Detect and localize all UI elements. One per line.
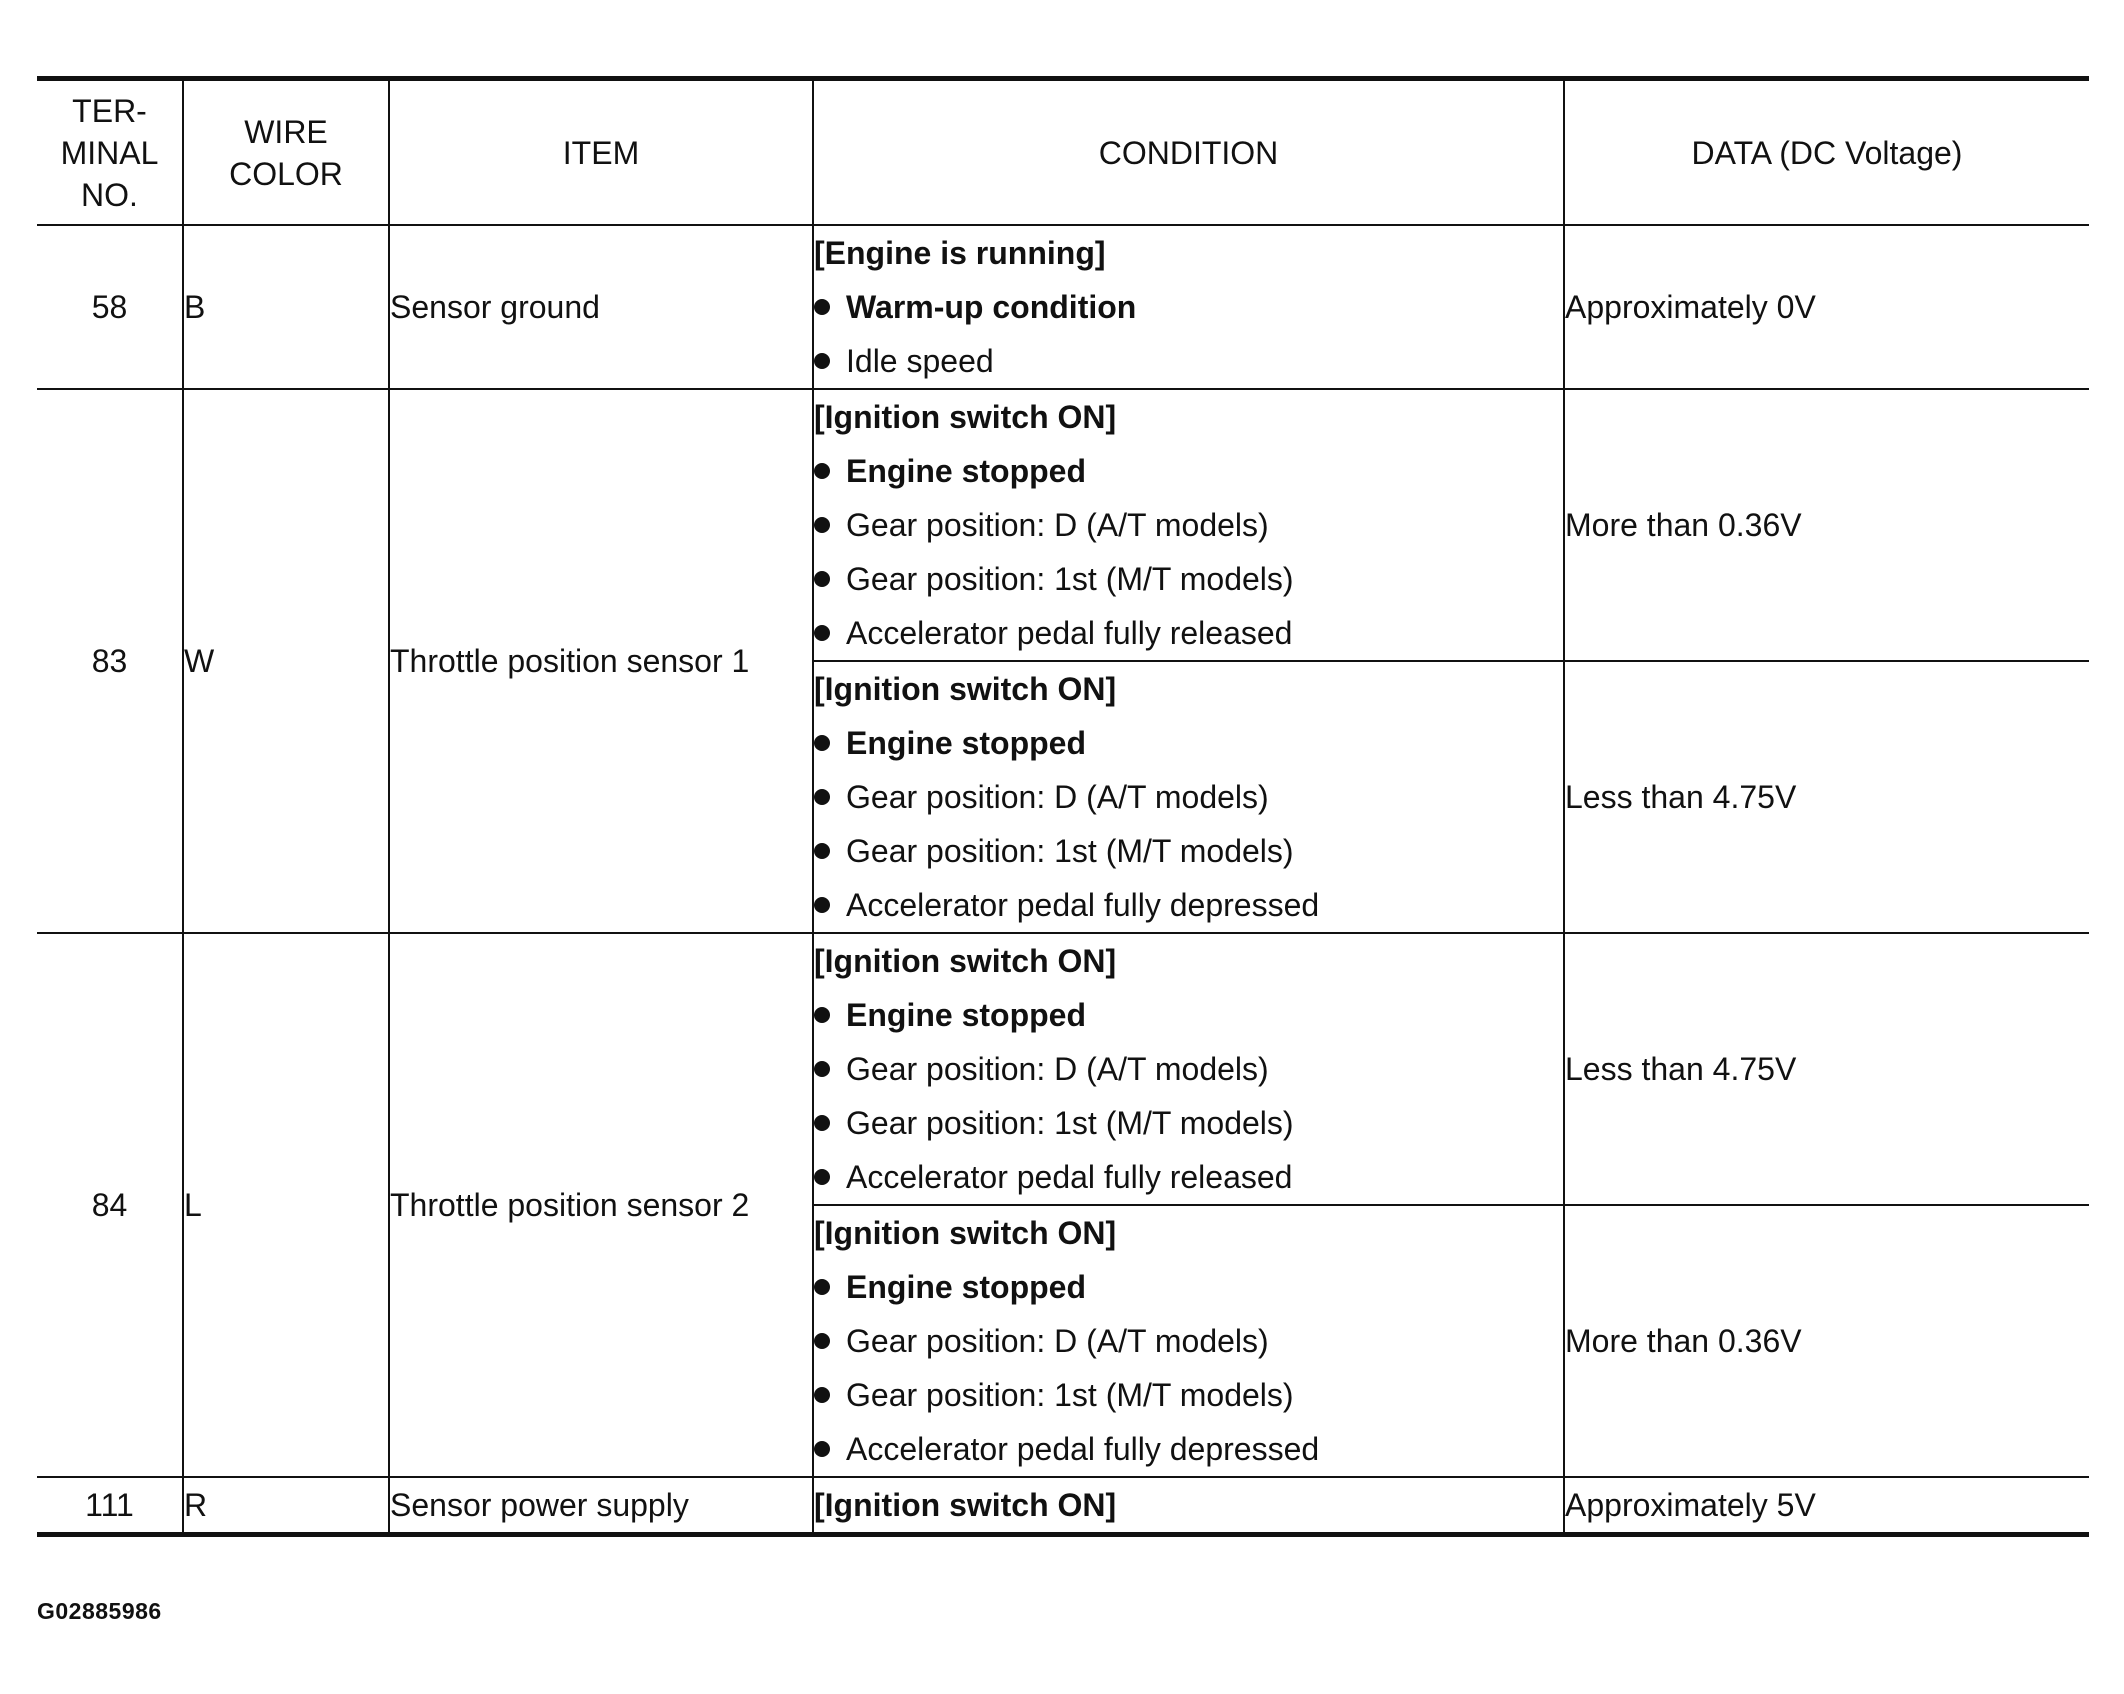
terminal-no-header	[37, 79, 183, 226]
condition-line	[814, 988, 1563, 1042]
condition-text: Accelerator pedal fully depressed	[846, 887, 1320, 923]
condition-line	[814, 334, 1563, 388]
condition-text: Gear position: D (A/T models)	[846, 779, 1269, 815]
condition-cell	[813, 933, 1564, 1205]
table-row	[37, 225, 2089, 389]
bullet-icon	[814, 517, 830, 533]
item-name: Sensor power supply	[389, 1477, 813, 1535]
condition-text: Gear position: D (A/T models)	[846, 507, 1269, 543]
condition-line	[814, 716, 1563, 770]
condition-heading: [Ignition switch ON]	[814, 943, 1117, 979]
wire-color: L	[183, 933, 389, 1477]
condition-heading: [Ignition switch ON]	[814, 671, 1117, 707]
bullet-icon	[814, 299, 830, 315]
condition-line	[814, 606, 1563, 660]
condition-line	[814, 444, 1563, 498]
header-text: WIRE	[244, 113, 328, 150]
header-text: COLOR	[229, 155, 343, 192]
condition-text: Engine stopped	[846, 1269, 1086, 1305]
terminal-no: 111	[37, 1477, 183, 1535]
terminal-no: 83	[37, 389, 183, 933]
wire-color: B	[183, 225, 389, 389]
condition-line	[814, 770, 1563, 824]
condition-text: Engine stopped	[846, 997, 1086, 1033]
condition-text: Gear position: 1st (M/T models)	[846, 1105, 1294, 1141]
figure-id: G02885986	[37, 1598, 162, 1624]
condition-text: Gear position: 1st (M/T models)	[846, 561, 1294, 597]
voltage-data: More than 0.36V	[1564, 389, 2089, 661]
condition-line	[814, 1368, 1563, 1422]
bullet-icon	[814, 789, 830, 805]
bullet-icon	[814, 1115, 830, 1131]
condition-text: Accelerator pedal fully released	[846, 615, 1293, 651]
header-text: MINAL	[60, 134, 159, 171]
condition-line	[814, 280, 1563, 334]
bullet-icon	[814, 571, 830, 587]
voltage-data: Less than 4.75V	[1564, 661, 2089, 933]
terminal-no: 58	[37, 225, 183, 389]
table-row	[37, 389, 2089, 661]
voltage-data: Approximately 5V	[1564, 1477, 2089, 1535]
ecm-terminal-table	[37, 76, 2089, 1537]
condition-line	[814, 498, 1563, 552]
condition-text: Gear position: 1st (M/T models)	[846, 1377, 1294, 1413]
condition-text: Gear position: D (A/T models)	[846, 1051, 1269, 1087]
condition-line	[814, 1150, 1563, 1204]
condition-cell	[813, 225, 1564, 389]
wire-color: W	[183, 389, 389, 933]
table-row	[37, 1477, 2089, 1535]
bullet-icon	[814, 1279, 830, 1295]
wire-color: R	[183, 1477, 389, 1535]
condition-text: Warm-up condition	[846, 289, 1137, 325]
condition-cell	[813, 1205, 1564, 1477]
condition-text: Engine stopped	[846, 725, 1086, 761]
wire-color-header	[183, 79, 389, 226]
condition-line	[814, 1260, 1563, 1314]
condition-text: Engine stopped	[846, 453, 1086, 489]
condition-line	[814, 824, 1563, 878]
bullet-icon	[814, 1387, 830, 1403]
bullet-icon	[814, 1007, 830, 1023]
item-name: Throttle position sensor 1	[389, 389, 813, 933]
bullet-icon	[814, 1441, 830, 1457]
condition-line	[814, 1314, 1563, 1368]
condition-heading: [Ignition switch ON]	[814, 399, 1117, 435]
condition-line	[814, 1042, 1563, 1096]
bullet-icon	[814, 625, 830, 641]
condition-cell	[813, 389, 1564, 661]
condition-text: Gear position: 1st (M/T models)	[846, 833, 1294, 869]
voltage-data: More than 0.36V	[1564, 1205, 2089, 1477]
voltage-data: Less than 4.75V	[1564, 933, 2089, 1205]
condition-text: Accelerator pedal fully depressed	[846, 1431, 1320, 1467]
condition-line	[814, 1422, 1563, 1476]
condition-heading: [Engine is running]	[814, 235, 1106, 271]
item-name: Sensor ground	[389, 225, 813, 389]
bullet-icon	[814, 463, 830, 479]
condition-text: Gear position: D (A/T models)	[846, 1323, 1269, 1359]
condition-line	[814, 552, 1563, 606]
header-text: NO.	[81, 176, 138, 213]
condition-heading: [Ignition switch ON]	[814, 1215, 1117, 1251]
bullet-icon	[814, 735, 830, 751]
condition-text: Idle speed	[846, 343, 994, 379]
condition-header: CONDITION	[813, 79, 1564, 226]
item-header: ITEM	[389, 79, 813, 226]
terminal-data-sheet	[37, 76, 2089, 1537]
table-row	[37, 933, 2089, 1205]
bullet-icon	[814, 1061, 830, 1077]
condition-cell	[813, 661, 1564, 933]
bullet-icon	[814, 1169, 830, 1185]
voltage-data: Approximately 0V	[1564, 225, 2089, 389]
condition-cell	[813, 1477, 1564, 1535]
condition-text: Accelerator pedal fully released	[846, 1159, 1293, 1195]
condition-heading: [Ignition switch ON]	[814, 1487, 1117, 1523]
condition-line	[814, 878, 1563, 932]
bullet-icon	[814, 897, 830, 913]
data-header: DATA (DC Voltage)	[1564, 79, 2089, 226]
bullet-icon	[814, 1333, 830, 1349]
table-header-row	[37, 79, 2089, 226]
header-text: TER-	[72, 92, 147, 129]
item-name: Throttle position sensor 2	[389, 933, 813, 1477]
condition-line	[814, 1096, 1563, 1150]
bullet-icon	[814, 353, 830, 369]
bullet-icon	[814, 843, 830, 859]
terminal-no: 84	[37, 933, 183, 1477]
